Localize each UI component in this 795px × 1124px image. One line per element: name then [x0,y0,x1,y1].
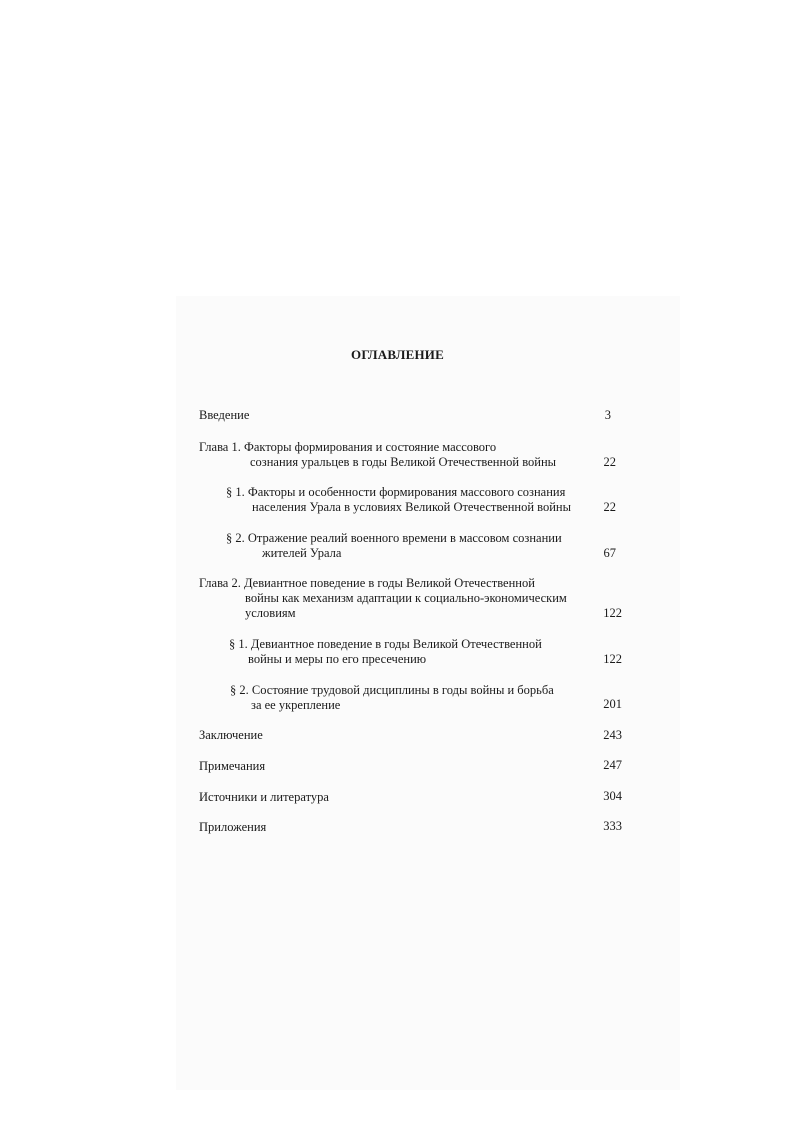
toc-entry-chapter-1-section-2[interactable] [226,531,562,561]
toc-entry-chapter-2[interactable] [199,576,567,621]
toc-entry-sources[interactable] [199,790,329,805]
toc-entry-line: § 1. Девиантное поведение в годы Великой Отечественной [229,637,542,651]
toc-entry-line: населения Урала в условиях Великой Отечественной войны [252,500,571,514]
toc-title: ОГЛАВЛЕНИЕ [351,347,444,362]
toc-page-number: 304 [603,789,622,803]
toc-entry-conclusion[interactable] [199,728,263,743]
toc-entry-chapter-2-section-2[interactable] [230,683,554,713]
toc-entry-line: условиям [245,606,296,620]
toc-page-number: 67 [603,546,616,560]
toc-entry-line: войны и меры по его пресечению [248,652,427,666]
toc-page-number: 22 [603,500,616,514]
toc-page-number: 122 [603,606,622,620]
toc-page-number: 3 [604,408,611,422]
toc-page-number: 22 [603,455,616,469]
toc-entry-line: сознания уральцев в годы Великой Отечественной войны [250,455,557,469]
toc-page-number: 122 [603,652,622,666]
toc-entry-line: § 1. Факторы и особенности формирования массового сознания [226,485,566,499]
toc-entry-line: Заключение [199,728,263,742]
toc-entry-line: Глава 2. Девиантное поведение в годы Великой Отечественной [199,576,535,590]
toc-page-number: 333 [603,819,622,833]
toc-page-number: 247 [603,758,622,772]
toc-entry-chapter-2-section-1[interactable] [229,637,542,667]
toc-entry-line: Введение [199,408,250,422]
toc-entry-line: § 2. Состояние трудовой дисциплины в годы войны и борьба [230,683,554,697]
toc-entry-chapter-1-section-1[interactable] [226,485,571,515]
toc-entry-introduction[interactable] [199,408,249,423]
toc-entry-line: жителей Урала [262,546,342,560]
toc-entry-line: Источники и литература [199,790,329,804]
toc-page-number: 243 [603,728,622,742]
toc-entry-chapter-1[interactable] [199,440,556,470]
toc-entry-line: § 2. Отражение реалий военного времени в массовом сознании [226,531,562,545]
toc-entry-line: за ее укрепление [251,698,341,712]
toc-entry-line: Приложения [199,820,267,834]
toc-page-number: 201 [603,697,622,711]
toc-entry-appendices[interactable] [199,820,266,835]
toc-entry-line: Примечания [199,759,266,773]
toc-entry-notes[interactable] [199,759,265,774]
toc-entry-line: войны как механизм адаптации к социально-экономическим [245,591,567,605]
toc-entry-line: Глава 1. Факторы формирования и состояние массового [199,440,497,454]
